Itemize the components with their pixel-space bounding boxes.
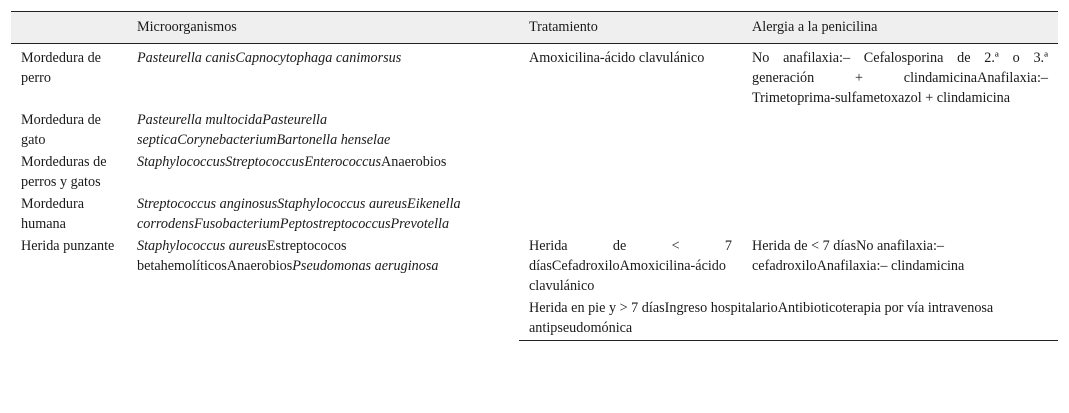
header-tratamiento: Tratamiento — [519, 12, 742, 44]
microorganism-name: Staphylococcus aureus — [277, 196, 408, 212]
micro-cell — [127, 44, 519, 110]
microorganism-name: Enterococcus — [304, 154, 381, 170]
table-row — [11, 151, 1058, 193]
microorganism-name: Streptococcus anginosus — [137, 196, 278, 212]
allergy-cell: No anafilaxia:– Cefalosporina de 2.ª o 3.ª generación + clindamicinaAnafilaxia:– Trimetoprima-sulfametoxazol + clindamicina — [752, 50, 1048, 106]
condition-cell: Herida punzante — [21, 238, 115, 254]
header-empty — [11, 12, 127, 44]
micro-cell — [127, 193, 519, 235]
treatment-cell: Herida de < 7 díasCefadroxiloAmoxicilina-ácido clavulánico — [529, 238, 732, 294]
header-alergia: Alergia a la penicilina — [742, 12, 1058, 44]
condition-cell: Mordeduras de perros y gatos — [21, 154, 107, 190]
microorganism-name: Pseudomonas aeruginosa — [292, 258, 439, 274]
condition-cell: Mordedura de perro — [21, 50, 101, 86]
allergy-cell — [742, 109, 1058, 151]
microorganism-name: Streptococcus — [225, 154, 305, 170]
table-header-row — [11, 12, 1058, 44]
treatment-cell — [519, 151, 742, 193]
microorganism-name: Eikenella corrodens — [137, 196, 461, 232]
treatment-cell — [519, 193, 742, 235]
microorganism-name: Pasteurella multocida — [137, 112, 263, 128]
table-row — [11, 193, 1058, 235]
microorganism-name: Fusobacterium — [194, 216, 280, 232]
treatment-table — [11, 11, 1058, 341]
micro-cell — [127, 151, 519, 193]
allergy-cell — [742, 193, 1058, 235]
table-row — [11, 44, 1058, 110]
condition-cell: Mordedura humana — [21, 196, 85, 232]
treatment-cell — [519, 109, 742, 151]
foot-treatment-cell: Herida en pie y > 7 díasIngreso hospitalarioAntibioticoterapia por vía intravenosa antipseudomónica — [519, 297, 1058, 341]
allergy-cell — [742, 151, 1058, 193]
table-row — [11, 109, 1058, 151]
microorganism-name: Anaerobios — [381, 154, 447, 170]
microorganism-name: Estreptococos betahemolíticos — [137, 238, 347, 274]
micro-cell — [127, 109, 519, 151]
table-row — [11, 235, 1058, 297]
microorganism-name: Corynebacterium — [177, 132, 277, 148]
treatment-cell: Amoxicilina-ácido clavulánico — [529, 50, 705, 66]
microorganism-name: Anaerobios — [226, 258, 293, 274]
microorganism-name: Prevotella — [390, 216, 450, 232]
condition-cell: Mordedura de gato — [21, 112, 101, 148]
microorganism-name: Pasteurella septica — [137, 112, 328, 148]
microorganism-name: Capnocytophaga canimorsus — [235, 50, 402, 66]
micro-cell — [127, 235, 519, 341]
allergy-cell: Herida de < 7 díasNo anafilaxia:– cefadroxiloAnafilaxia:– clindamicina — [752, 238, 965, 274]
table-container — [11, 11, 1058, 341]
header-microorganismos: Microorganismos — [127, 12, 519, 44]
microorganism-name: Peptostreptococcus — [279, 216, 391, 232]
microorganism-name: Pasteurella canis — [137, 50, 236, 66]
microorganism-name: Staphylococcus — [137, 154, 226, 170]
microorganism-name: Bartonella henselae — [276, 132, 391, 148]
microorganism-name: Staphylococcus aureus — [137, 238, 267, 254]
